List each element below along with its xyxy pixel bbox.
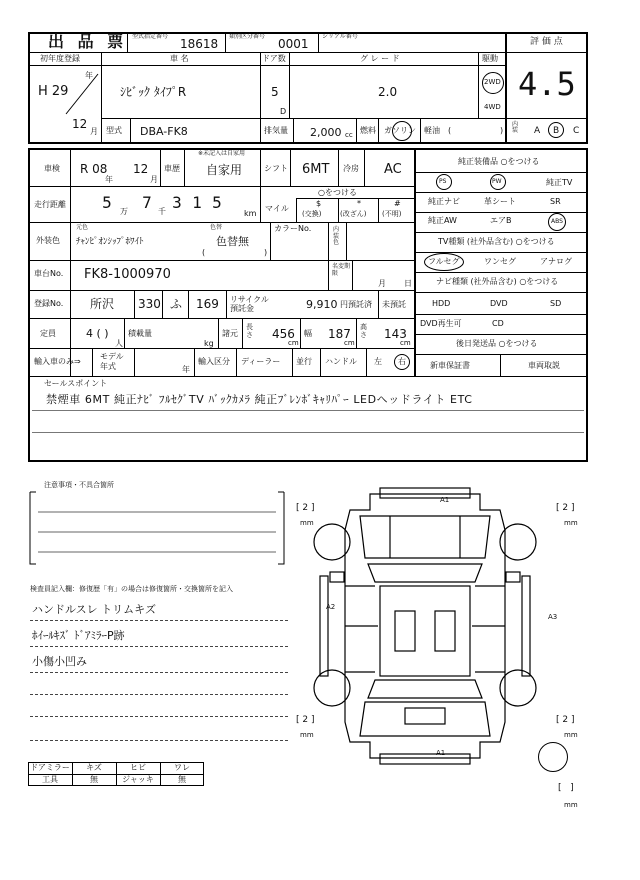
equip-ps: PS: [439, 178, 447, 185]
dotted-line: [30, 740, 288, 741]
divider: [127, 32, 128, 52]
header-bottom-line: [28, 52, 505, 53]
eval-label: 評 価 点: [530, 37, 563, 47]
length-label: 長さ: [246, 323, 253, 339]
divider: [242, 318, 243, 348]
equip-tv: 純正TV: [546, 178, 573, 187]
navi-dvd: DVD: [490, 299, 508, 308]
divider: [338, 198, 339, 222]
spare-tag: [ ]: [558, 783, 574, 793]
divider: [160, 148, 161, 186]
exchanged-sym: $: [316, 199, 322, 208]
year-unit: 年: [85, 71, 93, 80]
divider: [28, 222, 414, 223]
table-cell: 無: [90, 775, 98, 784]
dotted-line: [30, 620, 288, 621]
divider: [188, 290, 189, 318]
interior-c: C: [573, 126, 580, 136]
note-line-3: 小傷小凹み: [32, 655, 87, 668]
divider: [296, 198, 297, 222]
divider: [500, 354, 501, 376]
divider: [293, 118, 294, 144]
mark-a1-rear: A1: [436, 749, 446, 757]
spare-tire-icon: [538, 742, 568, 772]
equip-pw: PW: [492, 178, 502, 185]
divider: [352, 260, 353, 290]
not-deposited: 未預託: [382, 300, 406, 309]
fuel-value: ガソリン: [384, 126, 416, 135]
tv-fullseg: フルセグ: [428, 257, 460, 266]
equip-sr: SR: [550, 197, 561, 206]
displacement-value: 2,000: [310, 126, 342, 139]
divider: [414, 354, 588, 355]
dotted-line: [30, 716, 288, 717]
tire-tag-fl: [ 2 ]: [296, 503, 315, 513]
import-class-label: 輸入区分: [198, 357, 230, 366]
car-name-label: 車 名: [170, 54, 189, 63]
table-cell: ドアミラー: [30, 763, 70, 772]
divider: [414, 292, 588, 293]
divider: [134, 290, 135, 318]
divider: [28, 186, 414, 187]
mileage-digit: 1: [192, 193, 202, 212]
first-reg-era: H 29: [38, 84, 69, 99]
repaint-paren-close: ): [264, 248, 268, 257]
inspection-month: 12: [133, 162, 149, 176]
divider: [346, 222, 347, 260]
divider: [505, 32, 507, 144]
divider: [414, 334, 588, 335]
later-title: 後日発送品 ○をつける: [456, 339, 538, 348]
height-value: 143: [384, 327, 407, 341]
divider: [194, 348, 195, 376]
navi-sd: SD: [550, 299, 562, 308]
divider: [300, 318, 301, 348]
later-manual: 車両取説: [528, 361, 560, 370]
rule-line: [32, 410, 584, 411]
divider: [356, 318, 357, 348]
divider: [260, 148, 261, 186]
dims-label: 諸元: [222, 329, 238, 338]
name-change-label: 名変期限: [332, 263, 351, 277]
caution-bracket: [26, 488, 288, 568]
unknown: (不明): [382, 210, 402, 218]
divider: [226, 290, 227, 318]
repaint-paren-open: (: [202, 248, 206, 257]
history-label: 車歴: [164, 164, 180, 173]
shift-label: シフト: [264, 164, 288, 173]
divider: [270, 222, 271, 260]
cert-label: 型式指定番号: [132, 33, 169, 40]
table-cell: 工具: [42, 775, 58, 784]
divider: [218, 318, 219, 348]
inspection-era: R 08: [80, 162, 108, 176]
navi-cd: CD: [492, 319, 504, 328]
tire-tag-fr-mm: mm: [564, 519, 578, 527]
divider: [505, 52, 588, 53]
divider: [320, 348, 321, 376]
table-cell: ヒビ: [130, 763, 146, 772]
drive-4wd: 4WD: [484, 103, 501, 111]
mileage-digit: 3: [172, 193, 182, 212]
divider: [318, 32, 319, 52]
dotted-line: [30, 672, 288, 673]
chassis-value: FK8-1000970: [84, 267, 171, 282]
mileage-digit: 7: [142, 193, 152, 212]
divider: [101, 118, 505, 119]
handle-right: 右: [398, 357, 406, 366]
person-unit: 人: [115, 339, 123, 348]
details-right-divider: [414, 148, 416, 376]
recycle-amount: 9,910: [306, 298, 338, 311]
tv-analog: アナログ: [540, 257, 572, 266]
equip-leather: 革シート: [484, 197, 516, 206]
divider: [420, 118, 421, 144]
car-name: ｼﾋﾞｯｸ ﾀｲﾌﾟR: [120, 85, 187, 99]
doors-label: ドア数: [262, 54, 286, 63]
divider: [364, 148, 365, 186]
mileage-digit: 5: [102, 193, 112, 212]
reg-class: 330: [138, 297, 161, 311]
width-label: 幅: [304, 329, 312, 338]
date-slash: [62, 70, 102, 118]
form-title: 出 品 票: [48, 32, 128, 51]
paren-close: ): [500, 126, 504, 135]
note-line-2: ﾎｲｰﾙｷｽﾞ ﾄﾞｱﾐﾗｰP跡: [32, 629, 125, 642]
history-note: ※未記入は自家用: [198, 150, 246, 157]
color-no-label: カラーNo.: [274, 224, 312, 233]
evaluation-score: 4.5: [518, 65, 576, 103]
table-cell: ジャッキ: [122, 775, 154, 784]
tv-oneseg: ワンセグ: [484, 257, 516, 266]
reg-kana: ふ: [170, 297, 183, 311]
interior-color-label: 内装色: [333, 226, 340, 247]
parallel-option: 並行: [296, 357, 312, 366]
divider: [70, 148, 71, 376]
inspection-month-unit: 月: [150, 175, 158, 184]
divider: [28, 348, 414, 349]
displacement-label: 排気量: [264, 126, 288, 135]
divider: [414, 212, 588, 213]
divider: [414, 232, 588, 233]
chassis-label: 車台No.: [34, 269, 64, 278]
width-cm: cm: [344, 339, 355, 347]
cert-number: 18618: [180, 37, 219, 51]
reg-area: 所沢: [90, 297, 115, 311]
tire-tag-rl-mm: mm: [300, 731, 314, 739]
divider: [162, 290, 163, 318]
tire-tag-rr-mm: mm: [564, 731, 578, 739]
capacity-label: 定員: [40, 329, 56, 338]
mark-a3-right: A3: [548, 613, 558, 621]
unknown-sym: #: [394, 199, 401, 208]
inspector-label: 検査員記入欄：修復歴「有」の場合は修復箇所・交換箇所を記入: [30, 585, 233, 593]
car-body-diagram: [300, 476, 550, 776]
altered-sym: *: [357, 199, 361, 208]
recycle-status: 円預託済: [340, 300, 372, 309]
model-value: DBA-FK8: [140, 125, 188, 138]
divider: [28, 260, 414, 261]
doors-value: 5: [271, 85, 279, 99]
model-label: 型式: [106, 126, 122, 135]
equip-navi: 純正ナビ: [428, 197, 460, 206]
divider: [338, 148, 339, 186]
table-cell: ワレ: [174, 763, 190, 772]
mile-label: マイル: [265, 204, 289, 213]
name-change-day: 日: [404, 279, 412, 288]
tv-title: TV種類 (社外品含む) ○をつける: [438, 237, 555, 246]
divider: [184, 148, 185, 186]
divider: [356, 118, 357, 144]
drive-2wd: 2WD: [484, 78, 501, 86]
divider: [378, 118, 379, 144]
divider: [289, 52, 290, 118]
length-cm: cm: [288, 339, 299, 347]
caution-label: 注意事項・不具合箇所: [44, 481, 114, 489]
interior-b: B: [553, 126, 560, 136]
oil-label: 軽油: [424, 126, 440, 135]
divider: [130, 118, 131, 144]
exchanged: (交換): [302, 210, 322, 218]
note-line-1: ハンドルスレ トリムキズ: [32, 603, 156, 616]
handle-left: 左: [374, 357, 382, 366]
unit-sen: 千: [158, 207, 166, 216]
door-type: D: [280, 107, 287, 116]
color-label: 外装色: [36, 236, 60, 245]
model-year-label: モデル年式: [100, 352, 124, 371]
sales-points-label: セールスポイント: [44, 379, 108, 388]
kg-unit: kg: [204, 339, 214, 348]
divider: [28, 290, 414, 291]
reg-num: 169: [196, 297, 219, 311]
height-label: 高さ: [360, 323, 367, 339]
class-label: 類別区分番号: [229, 33, 266, 40]
divider: [92, 348, 93, 376]
equip-airbag: エアB: [490, 216, 512, 225]
divider: [134, 348, 135, 376]
mark-a2-left: A2: [326, 603, 336, 611]
mileage-label: 走行距離: [34, 200, 66, 209]
paren-open: (: [448, 126, 452, 135]
grade-label: グ レ ー ド: [360, 54, 400, 63]
inspection-label: 車検: [44, 164, 60, 173]
divider: [290, 148, 291, 186]
mark-a1-front: A1: [440, 496, 450, 504]
later-warranty: 新車保証書: [430, 361, 470, 370]
ac-value: AC: [384, 162, 402, 177]
divider: [225, 32, 226, 52]
original-color: ﾁｬﾝﾋﾟｵﾝｼｯﾌﾟﾎﾜｲﾄ: [76, 237, 144, 247]
navi-hdd: HDD: [432, 299, 451, 308]
divider: [328, 260, 329, 290]
original-color-label: 元色: [76, 224, 89, 231]
ac-label: 冷房: [343, 164, 359, 173]
divider: [28, 376, 588, 377]
interior-a: A: [534, 126, 541, 136]
interior-label: 内装: [512, 121, 519, 134]
tire-tag-fl-mm: mm: [300, 519, 314, 527]
month-unit: 月: [90, 127, 98, 136]
recycle-label: リサイクル預託金: [230, 295, 269, 314]
drive-label: 駆動: [482, 54, 498, 63]
length-value: 456: [272, 327, 295, 341]
tire-tag-rl: [ 2 ]: [296, 715, 315, 725]
divider: [414, 172, 588, 173]
dotted-line: [30, 694, 288, 695]
repaint-label: 色替: [210, 224, 223, 231]
divider: [478, 52, 479, 118]
navi-dvd-play: DVD再生可: [420, 319, 462, 328]
first-reg-label: 初年度登録: [40, 54, 80, 63]
grade-value: 2.0: [378, 85, 398, 99]
serial-label: シリアル番号: [322, 33, 358, 40]
first-reg-month: 12: [72, 117, 88, 131]
navi-title: ナビ種類 (社外品含む) ○をつける: [436, 277, 559, 286]
tire-tag-rr: [ 2 ]: [556, 715, 575, 725]
model-year-unit: 年: [182, 365, 190, 374]
import-label: 輸入車のみ⇒: [34, 357, 81, 366]
rule-line: [32, 432, 584, 433]
divider: [378, 290, 379, 318]
mileage-digit: 5: [212, 193, 222, 212]
divider: [260, 186, 261, 222]
class-number: 0001: [278, 37, 309, 51]
altered: (改ざん): [340, 210, 367, 218]
divider: [328, 222, 329, 260]
table-cell: 無: [178, 775, 186, 784]
divider: [28, 65, 505, 66]
handle-label: ハンドル: [325, 357, 357, 366]
divider: [236, 348, 237, 376]
table-cell: キズ: [86, 763, 102, 772]
cc-unit: cc: [345, 131, 353, 139]
name-change-month: 月: [378, 279, 386, 288]
load-label: 積載量: [128, 329, 152, 338]
divider: [366, 348, 367, 376]
sales-points-text: 禁煙車 6MT 純正ﾅﾋﾞ ﾌﾙｾｸﾞTV ﾊﾞｯｸｶﾒﾗ 純正ﾌﾞﾚﾝﾎﾞｷｬﾘﾊﾟｰ LEDヘッドライト ETC: [46, 393, 473, 406]
equip-aw: 純正AW: [428, 216, 457, 225]
dealer-option: ディーラー: [241, 357, 281, 366]
equipment-title: 純正装備品 ○をつける: [458, 157, 540, 166]
divider: [414, 272, 588, 273]
capacity-value: 4 ( ): [86, 327, 109, 340]
divider: [378, 198, 379, 222]
replace-note: ○をつける: [318, 188, 357, 197]
history-value: 自家用: [206, 163, 243, 177]
divider: [124, 318, 125, 348]
divider: [414, 314, 588, 315]
fuel-label: 燃料: [360, 126, 376, 135]
inspection-year-unit: 年: [105, 175, 113, 184]
repaint-value: 色替無: [216, 235, 249, 248]
width-value: 187: [328, 327, 351, 341]
unit-km: km: [244, 209, 257, 218]
tire-tag-fr: [ 2 ]: [556, 503, 575, 513]
reg-label: 登録No.: [34, 299, 64, 308]
shift-value: 6MT: [302, 162, 330, 177]
divider: [292, 348, 293, 376]
equip-abs: ABS: [551, 218, 563, 225]
dotted-line: [30, 646, 288, 647]
height-cm: cm: [400, 339, 411, 347]
unit-man: 万: [120, 207, 128, 216]
divider: [505, 118, 588, 119]
spare-tag-mm: mm: [564, 801, 578, 809]
divider: [414, 192, 588, 193]
